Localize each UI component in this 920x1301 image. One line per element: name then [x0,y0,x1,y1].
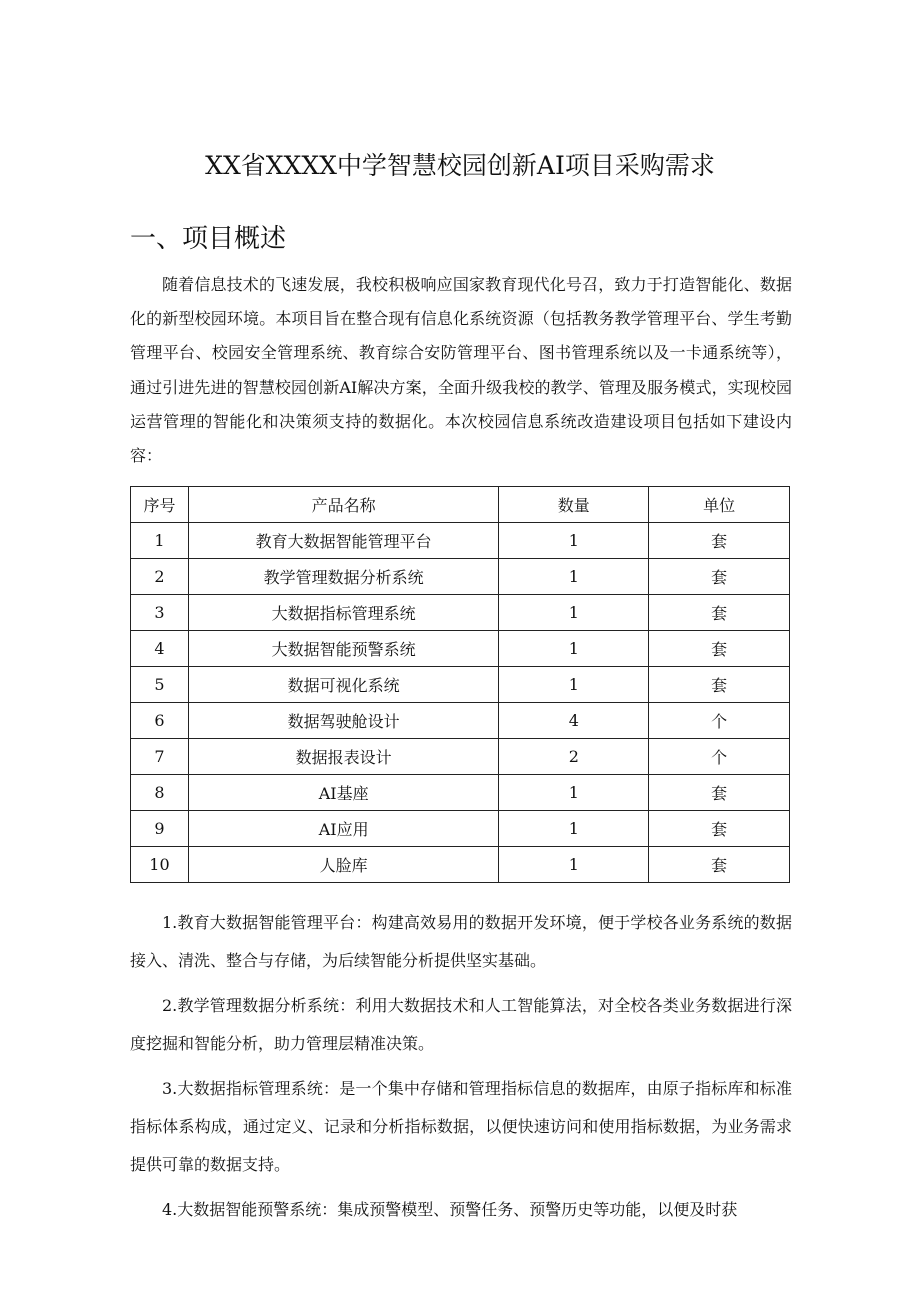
cell-name: 数据驾驶舱设计 [188,703,499,739]
cell-no: 8 [131,775,189,811]
description-item: 4.大数据智能预警系统：集成预警模型、预警任务、预警历史等功能，以便及时获 [162,1200,738,1219]
section-heading: 一、项目概述 [130,224,287,254]
cell-name: 教学管理数据分析系统 [188,559,499,595]
cell-unit: 套 [649,523,790,559]
cell-name: AI基座 [188,775,499,811]
cell-qty: 4 [499,703,649,739]
cell-no: 6 [131,703,189,739]
cell-name: 数据报表设计 [188,739,499,775]
cell-qty: 1 [499,523,649,559]
cell-qty: 2 [499,739,649,775]
cell-unit: 个 [649,703,790,739]
cell-unit: 套 [649,559,790,595]
product-table [130,486,790,883]
table-row [131,631,790,667]
table-header [131,487,790,523]
cell-qty: 1 [499,811,649,847]
header-name: 产品名称 [188,487,499,523]
cell-no: 9 [131,811,189,847]
table-row [131,667,790,703]
cell-name: 大数据指标管理系统 [188,595,499,631]
document-title: XX省XXXX中学智慧校园创新AI项目采购需求 [205,151,715,180]
cell-qty: 1 [499,631,649,667]
description-item: 3.大数据指标管理系统：是一个集中存储和管理指标信息的数据库，由原子指标库和标准指标体系构成，通过定义、记录和分析指标数据，以便快速访问和使用指标数据，为业务需求提供可靠的数据支持。 [130,1079,792,1174]
intro-paragraph: 随着信息技术的飞速发展，我校积极响应国家教育现代化号召，致力于打造智能化、数据化的新型校园环境。本项目旨在整合现有信息化系统资源（包括教务教学管理平台、学生考勤管理平台、校园安全管理系统、教育综合安防管理平台、图书管理系统以及一卡通系统等），通过引进先进的智慧校园创新AI解决方案，全面升级我校的教学、管理及服务模式，实现校园运营管理的智能化和决策须支持的数据化。本次校园信息系统改造建设项目包括如下建设内容： [130,275,792,466]
cell-qty: 1 [499,667,649,703]
cell-unit: 套 [649,847,790,883]
cell-unit: 个 [649,739,790,775]
cell-qty: 1 [499,595,649,631]
cell-no: 7 [131,739,189,775]
cell-no: 5 [131,667,189,703]
cell-no: 4 [131,631,189,667]
cell-qty: 1 [499,775,649,811]
header-unit: 单位 [649,487,790,523]
cell-name: 教育大数据智能管理平台 [188,523,499,559]
table-row [131,703,790,739]
cell-no: 10 [131,847,189,883]
description-item: 1.教育大数据智能管理平台：构建高效易用的数据开发环境，便于学校各业务系统的数据接入、清洗、整合与存储，为后续智能分析提供坚实基础。 [130,913,792,970]
cell-name: 人脸库 [188,847,499,883]
table-row [131,595,790,631]
table-row [131,847,790,883]
table-row [131,811,790,847]
table-header-row [131,487,790,523]
table-row [131,775,790,811]
product-descriptions [130,904,792,1236]
table-body [131,523,790,883]
cell-name: AI应用 [188,811,499,847]
table-row [131,739,790,775]
cell-qty: 1 [499,847,649,883]
cell-unit: 套 [649,595,790,631]
cell-unit: 套 [649,775,790,811]
cell-unit: 套 [649,667,790,703]
header-no: 序号 [131,487,189,523]
cell-unit: 套 [649,811,790,847]
table-row [131,523,790,559]
description-item: 2.教学管理数据分析系统：利用大数据技术和人工智能算法，对全校各类业务数据进行深度挖掘和智能分析，助力管理层精准决策。 [130,996,792,1053]
cell-qty: 1 [499,559,649,595]
cell-no: 1 [131,523,189,559]
cell-no: 2 [131,559,189,595]
cell-name: 数据可视化系统 [188,667,499,703]
cell-no: 3 [131,595,189,631]
table-row [131,559,790,595]
header-qty: 数量 [499,487,649,523]
cell-unit: 套 [649,631,790,667]
cell-name: 大数据智能预警系统 [188,631,499,667]
